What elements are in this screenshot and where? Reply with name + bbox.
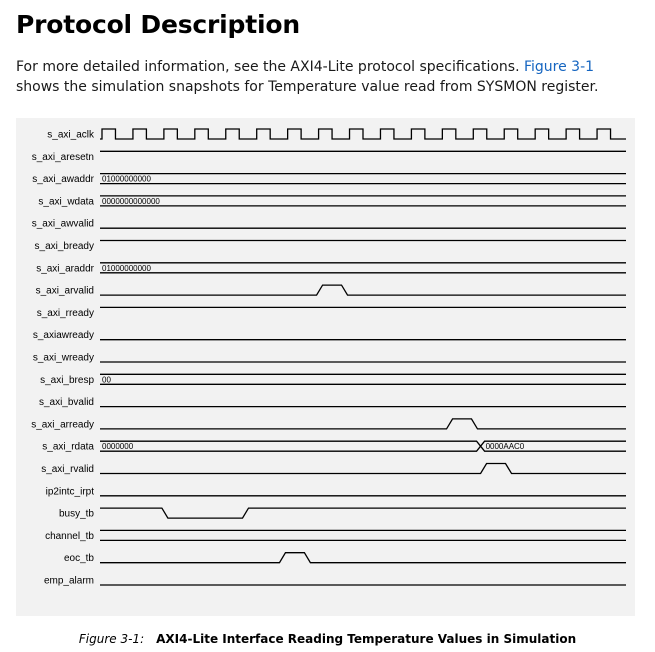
figure-caption: [0, 632, 655, 646]
signal-label-s-axi-bvalid: s_axi_bvalid: [38, 397, 94, 409]
description-paragraph: [16, 57, 641, 97]
trace-eoc-tb: [100, 553, 626, 563]
signal-label-busy-tb: busy_tb: [58, 508, 94, 520]
trace-s-axi-arready: [100, 419, 626, 429]
signal-label-s-axi-wdata: s_axi_wdata: [38, 196, 94, 208]
signal-label-s-axi-bresp: s_axi_bresp: [40, 374, 94, 386]
trace-s-axi-rdata-b: [100, 441, 626, 451]
signal-label-channel-tb: channel_tb: [45, 530, 94, 542]
bus-value-s-axi-wdata-0: 0000000000000: [102, 196, 160, 206]
signal-label-s-axi-arready: s_axi_arready: [31, 419, 94, 431]
bus-value-s-axi-rdata-1: 0000AAC0: [485, 442, 525, 452]
trace-s-axi-arvalid: [100, 285, 626, 295]
signal-label-s-axi-awvalid: s_axi_awvalid: [31, 218, 94, 230]
paragraph-text-post: shows the simulation snapshots for Temperature value read from SYSMON register.: [16, 79, 599, 95]
signal-label-eoc-tb: eoc_tb: [63, 553, 94, 565]
section-heading: Protocol Description: [16, 10, 300, 39]
signal-label-s-axi-awaddr: s_axi_awaddr: [32, 174, 94, 186]
signal-label-s-axi-bready: s_axi_bready: [34, 241, 94, 252]
bus-value-s-axi-bresp-0: 00: [102, 375, 111, 385]
trace-s-axi-rdata-a: [100, 441, 626, 451]
signal-label-ip2intc-irpt: ip2intc_irpt: [45, 486, 94, 498]
figure-link[interactable]: Figure 3-1: [523, 59, 595, 75]
trace-s-axi-rvalid: [100, 464, 626, 474]
figure-title: AXI4-Lite Interface Reading Temperature Values in Simulation: [156, 632, 577, 646]
signal-label-s-axi-rdata: s_axi_rdata: [42, 441, 94, 453]
waveform-diagram: [16, 118, 635, 616]
signal-label-s-axi-aclk: s_axi_aclk: [47, 129, 94, 141]
waveform-figure: [16, 118, 635, 616]
paragraph-text-pre: For more detailed information, see the AXI4-Lite protocol specifications.: [16, 59, 524, 75]
signal-label-s-axi-aresetn: s_axi_aresetn: [31, 151, 94, 163]
trace-s-axi-aclk: [100, 129, 626, 139]
signal-label-s-axi-wready: s_axi_wready: [32, 352, 94, 364]
signal-label-s-axi-rready: s_axi_rready: [36, 307, 94, 319]
bus-value-s-axi-rdata-0: 0000000: [102, 442, 134, 452]
signal-label-s-axi-rvalid: s_axi_rvalid: [41, 464, 94, 475]
bus-value-s-axi-awaddr-0: 01000000000: [102, 174, 151, 184]
signal-label-s-axi-araddr: s_axi_araddr: [36, 263, 94, 275]
bus-value-s-axi-araddr-0: 01000000000: [102, 263, 151, 273]
trace-busy-tb: [100, 508, 626, 518]
figure-number: Figure 3-1:: [78, 632, 145, 646]
signal-label-emp-alarm: emp_alarm: [43, 575, 94, 587]
signal-label-s-axi-arvalid: s_axi_arvalid: [35, 285, 94, 297]
signal-label-s-axiawready: s_axiawready: [32, 330, 94, 342]
